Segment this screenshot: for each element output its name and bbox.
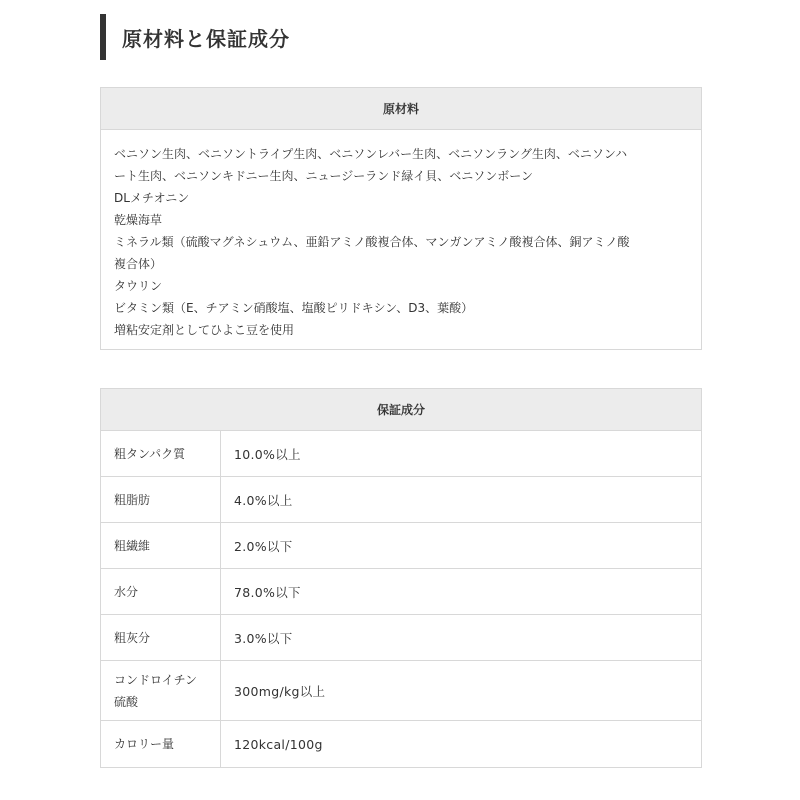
table-row xyxy=(101,615,701,661)
table-row xyxy=(101,523,701,569)
ingredient-line: 増粘安定剤としてひよこ豆を使用 xyxy=(114,323,295,337)
ingredients-table xyxy=(100,87,702,350)
ingredients-heading: 原材料 xyxy=(101,88,701,130)
row-value: 3.0%以下 xyxy=(234,630,293,646)
row-label: コンドロイチン 硫酸 xyxy=(101,661,221,720)
row-value: 120kcal/100g xyxy=(234,736,323,752)
ingredient-line: 乾燥海草 xyxy=(114,213,163,227)
row-label: カロリー量 xyxy=(101,721,221,767)
row-value: 78.0%以下 xyxy=(234,584,301,600)
row-value: 300mg/kg以上 xyxy=(234,683,326,699)
row-value: 2.0%以下 xyxy=(234,538,293,554)
row-value: 4.0%以上 xyxy=(234,492,293,508)
ingredient-line: ビタミン類（E、チアミン硝酸塩、塩酸ピリドキシン、D3、葉酸） xyxy=(114,301,474,315)
row-value: 10.0%以上 xyxy=(234,446,301,462)
section-heading xyxy=(100,14,290,60)
ingredient-line: DLメチオニン xyxy=(114,191,190,205)
ingredient-line: 複合体） xyxy=(114,257,163,271)
row-label: 粗灰分 xyxy=(101,615,221,660)
table-row xyxy=(101,661,701,721)
ingredient-line: ート生肉、ベニソンキドニー生肉、ニュージーランド緑イ貝、ベニソンボーン xyxy=(114,169,534,183)
guaranteed-analysis-table xyxy=(100,388,702,768)
table-row xyxy=(101,477,701,523)
row-label: 粗脂肪 xyxy=(101,477,221,522)
table-row xyxy=(101,721,701,767)
heading-accent-bar xyxy=(100,14,106,60)
page-title: 原材料と保証成分 xyxy=(122,26,290,51)
ingredients-list xyxy=(101,130,701,341)
row-label: 粗繊維 xyxy=(101,523,221,568)
ingredient-line: ミネラル類（硫酸マグネシュウム、亜鉛アミノ酸複合体、マンガンアミノ酸複合体、銅アミノ酸 xyxy=(114,235,630,249)
table-row xyxy=(101,569,701,615)
row-label: 水分 xyxy=(101,569,221,614)
analysis-heading: 保証成分 xyxy=(101,389,701,431)
table-row xyxy=(101,431,701,477)
row-label: 粗タンパク質 xyxy=(101,431,221,476)
ingredient-line: タウリン xyxy=(114,279,163,293)
ingredient-line: ベニソン生肉、ベニソントライプ生肉、ベニソンレバー生肉、ベニソンラング生肉、ベニソンハ xyxy=(114,147,628,161)
